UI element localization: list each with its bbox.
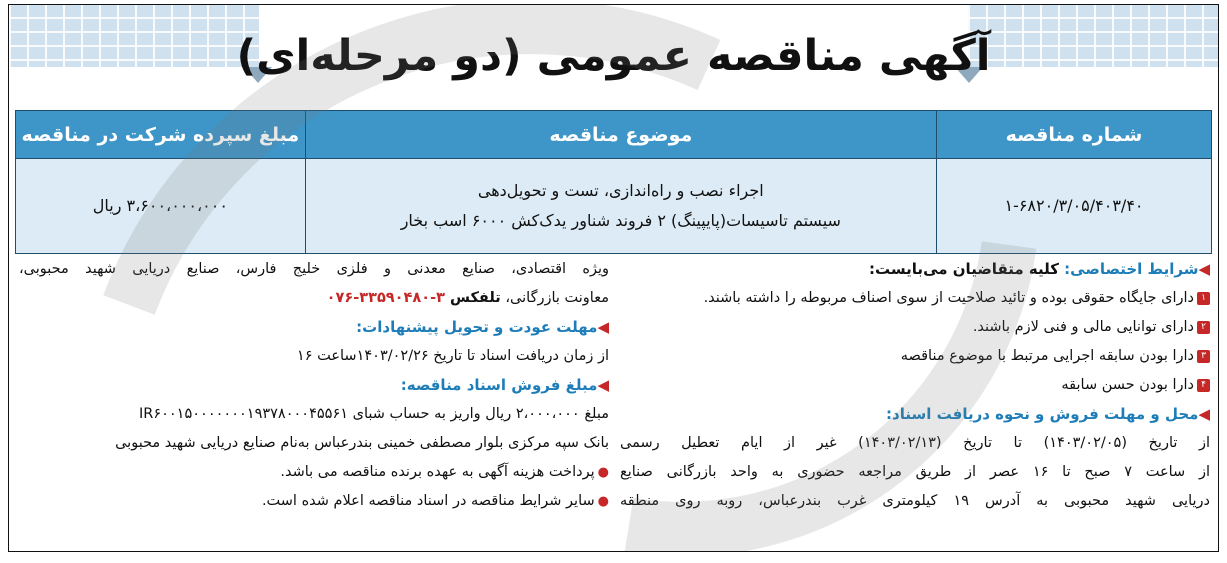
number-badge: ۱ bbox=[1197, 292, 1210, 305]
page-title: آگهی مناقصه عمومی (دو مرحله‌ای) bbox=[236, 31, 991, 81]
document-sale-line: از ساعت ۷ صبح تا ۱۶ عصر از طریق مراجعه حضوری به واحد بازرگانی صنایع bbox=[620, 464, 1210, 480]
condition-item bbox=[620, 342, 1210, 371]
tender-notice bbox=[8, 4, 1219, 552]
fee-line: مبلغ ۲،۰۰۰،۰۰۰ ریال واریز به حساب شبای IR۶۰۰۱۵۰۰۰۰۰۰۰۱۹۳۷۸۰۰۰۴۵۵۶۱ bbox=[138, 406, 609, 422]
header-tender-number: شماره مناقصه bbox=[936, 111, 1211, 159]
condition-text: دارای جایگاه حقوقی بوده و تائید صلاحیت از سوی اصناف مربوطه را داشته باشند. bbox=[703, 290, 1194, 306]
bullet-text: پرداخت هزینه آگهی به عهده برنده مناقصه می باشد. bbox=[280, 464, 595, 480]
number-badge: ۳ bbox=[1197, 350, 1210, 363]
telefax-number: ۳-۳۳۵۹۰۴۸۰-۰۷۶ bbox=[326, 290, 445, 306]
bullet-icon: ● bbox=[597, 494, 609, 509]
right-column bbox=[620, 255, 1210, 516]
deadline-text: از زمان دریافت اسناد تا تاریخ ۱۴۰۳/۰۲/۲۶ساعت ۱۶ bbox=[296, 348, 609, 364]
arrow-left-icon: ◀ bbox=[597, 376, 609, 394]
number-badge: ۲ bbox=[1197, 321, 1210, 334]
arrow-left-icon: ◀ bbox=[597, 318, 609, 336]
special-conditions-label: شرایط اختصاصی: bbox=[1064, 260, 1199, 278]
condition-text: دارا بودن حسن سابقه bbox=[1061, 377, 1194, 393]
address-line: ویژه اقتصادی، صنایع معدنی و فلزی خلیج فارس، صنایع دریایی شهید محبوبی، bbox=[19, 261, 609, 277]
tender-subject bbox=[305, 159, 936, 254]
deposit-amount: ۳،۶۰۰،۰۰۰،۰۰۰ ریال bbox=[16, 159, 306, 254]
subject-line-1: اجراء نصب و راه‌اندازی، تست و تحویل‌دهی bbox=[477, 181, 764, 200]
fee-heading bbox=[19, 371, 609, 400]
deadline-heading bbox=[19, 313, 609, 342]
condition-item bbox=[620, 313, 1210, 342]
tender-table bbox=[15, 110, 1212, 254]
condition-text: دارا بودن سابقه اجرایی مرتبط با موضوع مناقصه bbox=[900, 348, 1194, 364]
contact-line bbox=[19, 284, 609, 313]
arrow-left-icon: ◀ bbox=[1198, 405, 1210, 423]
document-sale-heading bbox=[620, 400, 1210, 429]
commerce-dept: معاونت بازرگانی، bbox=[500, 290, 609, 306]
arrow-left-icon: ◀ bbox=[1198, 260, 1210, 278]
bullet-item bbox=[19, 458, 609, 487]
deadline-label: مهلت عودت و تحویل پیشنهادات: bbox=[356, 318, 598, 336]
bank-line: بانک سپه مرکزی بلوار مصطفی خمینی بندرعباس به‌نام صنایع دریایی شهید محبوبی bbox=[115, 435, 609, 451]
number-badge: ۴ bbox=[1197, 379, 1210, 392]
fee-label: مبلغ فروش اسناد مناقصه: bbox=[400, 376, 598, 394]
special-conditions-heading bbox=[620, 255, 1210, 284]
subject-line-2: سیستم تاسیسات(پایپینگ) ۲ فروند شناور یدک‌کش ۶۰۰۰ اسب بخار bbox=[400, 211, 841, 230]
left-column bbox=[19, 255, 609, 516]
bullet-icon: ● bbox=[597, 465, 609, 480]
special-conditions-sub: کلیه متقاضیان می‌بایست: bbox=[869, 260, 1065, 278]
document-sale-line: دریایی شهید محبوبی به آدرس ۱۹ کیلومتری غرب بندرعباس، روبه روی منطقه bbox=[620, 493, 1210, 509]
condition-text: دارای توانایی مالی و فنی لازم باشند. bbox=[972, 319, 1194, 335]
document-sale-line: از تاریخ (۱۴۰۳/۰۲/۰۵) تا تاریخ (۱۴۰۳/۰۲/۱۳) غیر از ایام تعطیل رسمی bbox=[620, 435, 1210, 451]
telefax-label: تلفکس bbox=[444, 290, 501, 306]
bullet-item bbox=[19, 487, 609, 516]
document-sale-label: محل و مهلت فروش و نحوه دریافت اسناد: bbox=[886, 405, 1199, 423]
bullet-text: سایر شرایط مناقصه در اسناد مناقصه اعلام شده است. bbox=[261, 493, 595, 509]
header-banner bbox=[9, 5, 1218, 107]
tender-number: ۱-۶۸۲۰/۳/۰۵/۴۰۳/۴۰ bbox=[936, 159, 1211, 254]
condition-item bbox=[620, 371, 1210, 400]
header-deposit: مبلغ سپرده شرکت در مناقصه bbox=[16, 111, 306, 159]
header-tender-subject: موضوع مناقصه bbox=[305, 111, 936, 159]
condition-item bbox=[620, 284, 1210, 313]
